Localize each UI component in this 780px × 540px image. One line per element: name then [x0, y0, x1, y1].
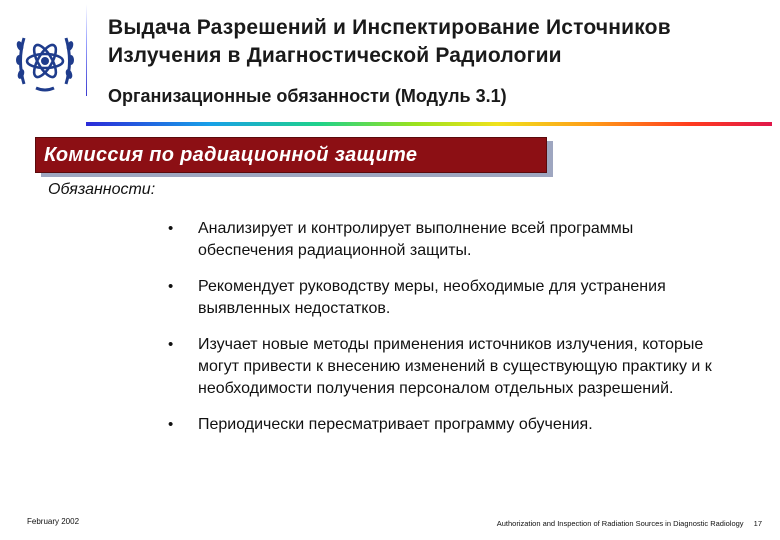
list-item-text: Периодически пересматривает программу обучения. — [198, 416, 593, 433]
footer-date: February 2002 — [27, 517, 80, 526]
list-item — [168, 218, 728, 262]
bullet-icon: • — [168, 336, 174, 353]
bullet-icon: • — [168, 416, 174, 433]
list-item-text: Рекомендует руководству меры, необходимые для устранения выявленных недостатков. — [198, 278, 666, 317]
list-item — [168, 414, 728, 436]
iaea-atom-logo-icon — [14, 28, 76, 94]
duties-list — [168, 218, 728, 450]
bullet-icon: • — [168, 220, 174, 237]
duties-label: Обязанности: — [48, 181, 156, 198]
list-item — [168, 276, 728, 320]
bullet-icon: • — [168, 278, 174, 295]
list-item — [168, 334, 728, 400]
list-item-text: Анализирует и контролирует выполнение всей программы обеспечения радиационной защиты. — [198, 220, 634, 259]
rainbow-divider — [86, 122, 772, 126]
header-vertical-rule — [86, 4, 87, 96]
footer-course — [497, 519, 762, 528]
page-title: Выдача Разрешений и Инспектирование Источников Излучения в Диагностической Радиологии — [108, 16, 671, 67]
footer-course-title: Authorization and Inspection of Radiation Sources in Diagnostic Radiology — [496, 519, 744, 528]
section-banner: Комиссия по радиационной защите — [35, 137, 547, 173]
list-item-text: Изучает новые методы применения источников излучения, которые могут привести к внесению изменений в существующую практику и к необходимости получения персоналом отдельных разрешений. — [198, 336, 712, 397]
page-subtitle: Организационные обязанности (Модуль 3.1) — [108, 86, 507, 106]
page-number: 17 — [753, 519, 762, 528]
